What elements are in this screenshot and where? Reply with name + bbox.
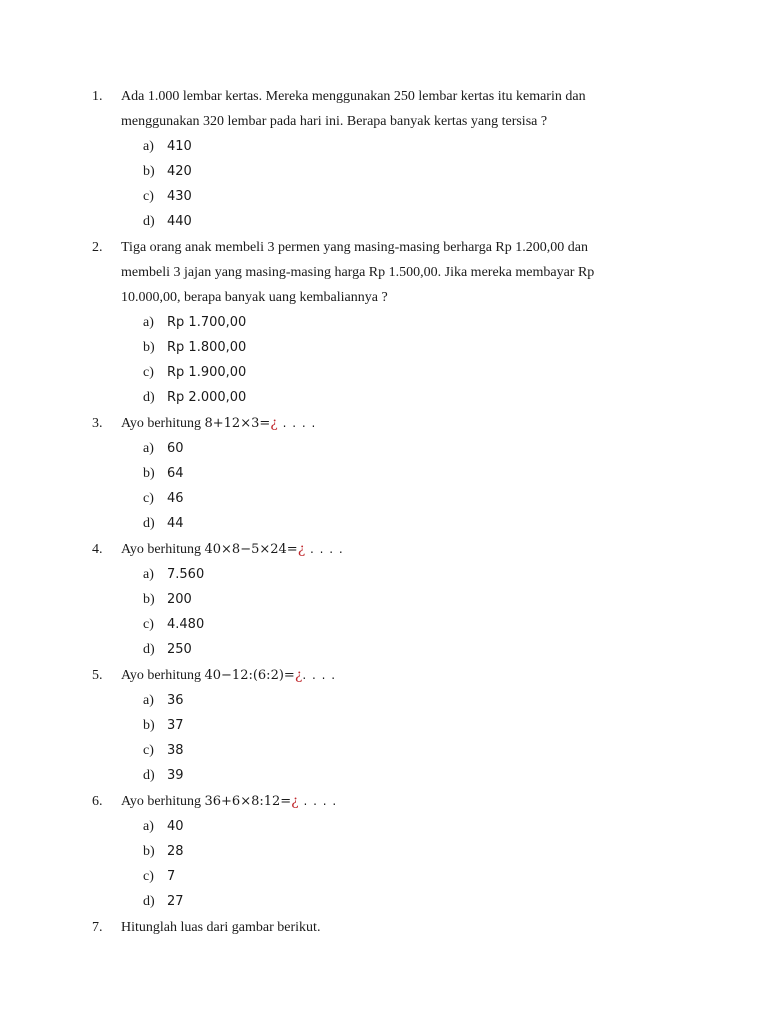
answer-mark: ¿ bbox=[297, 541, 306, 557]
option-letter: a) bbox=[143, 139, 154, 154]
option-letter: b) bbox=[143, 164, 155, 179]
question-text-line bbox=[121, 411, 674, 436]
math-expression: 40−12:(6:2)= bbox=[204, 668, 295, 683]
option-value: 420 bbox=[167, 164, 192, 179]
question-text-line: Ada 1.000 lembar kertas. Mereka menggunakan 250 lembar kertas itu kemarin dan bbox=[121, 89, 586, 104]
question-prefix: Ayo berhitung bbox=[121, 668, 205, 683]
question-prefix: Ayo berhitung bbox=[121, 416, 205, 431]
answer-mark: ¿ bbox=[294, 667, 303, 683]
answer-blank: . . . . bbox=[302, 668, 337, 682]
option-item bbox=[0, 511, 400, 536]
option-value: 38 bbox=[167, 743, 184, 758]
option-item bbox=[0, 461, 400, 486]
option-value: Rp 1.700,00 bbox=[167, 315, 247, 330]
option-value: 46 bbox=[167, 491, 184, 506]
option-item bbox=[0, 360, 400, 385]
option-letter: c) bbox=[143, 189, 154, 204]
question-text-line: Tiga orang anak membeli 3 permen yang masing-masing berharga Rp 1.200,00 dan bbox=[121, 240, 588, 255]
option-letter: a) bbox=[143, 441, 154, 456]
option-value: 60 bbox=[167, 441, 184, 456]
question-number: 1. bbox=[92, 89, 103, 104]
option-item bbox=[0, 864, 400, 889]
option-value: 7 bbox=[167, 869, 176, 884]
question-prefix: Ayo berhitung bbox=[121, 794, 205, 809]
option-item bbox=[0, 713, 400, 738]
option-letter: a) bbox=[143, 819, 154, 834]
option-letter: a) bbox=[143, 567, 154, 582]
option-value: Rp 1.900,00 bbox=[167, 365, 247, 380]
question-text-line bbox=[121, 537, 674, 562]
option-letter: b) bbox=[143, 592, 155, 607]
option-letter: d) bbox=[143, 516, 155, 531]
option-item bbox=[0, 209, 400, 234]
option-letter: c) bbox=[143, 617, 154, 632]
option-letter: a) bbox=[143, 693, 154, 708]
option-item bbox=[0, 335, 400, 360]
option-value: 410 bbox=[167, 139, 192, 154]
option-item bbox=[0, 637, 400, 662]
option-letter: d) bbox=[143, 768, 155, 783]
option-item bbox=[0, 688, 400, 713]
question-text-line bbox=[121, 789, 674, 814]
option-value: Rp 2.000,00 bbox=[167, 390, 247, 405]
option-item bbox=[0, 486, 400, 511]
option-letter: d) bbox=[143, 390, 155, 405]
option-value: 39 bbox=[167, 768, 184, 783]
option-letter: b) bbox=[143, 340, 155, 355]
option-value: 40 bbox=[167, 819, 184, 834]
question-text-line: membeli 3 jajan yang masing-masing harga Rp 1.500,00. Jika mereka membayar Rp bbox=[121, 265, 595, 280]
option-item bbox=[0, 310, 400, 335]
option-value: 64 bbox=[167, 466, 184, 481]
option-item bbox=[0, 159, 400, 184]
option-letter: c) bbox=[143, 365, 154, 380]
option-value: 7.560 bbox=[167, 567, 205, 582]
answer-mark: ¿ bbox=[270, 415, 278, 431]
question-number: 2. bbox=[92, 240, 103, 255]
math-expression: 40×8−5×24= bbox=[204, 542, 298, 557]
answer-blank: . . . . bbox=[305, 542, 344, 556]
option-value: 4.480 bbox=[167, 617, 205, 632]
option-value: 200 bbox=[167, 592, 192, 607]
option-item bbox=[0, 184, 400, 209]
option-value: 28 bbox=[167, 844, 184, 859]
option-letter: d) bbox=[143, 214, 155, 229]
option-value: 37 bbox=[167, 718, 184, 733]
option-item bbox=[0, 612, 400, 637]
answer-mark: ¿ bbox=[291, 793, 299, 809]
math-expression: 36+6×8:12= bbox=[204, 794, 292, 809]
option-value: 430 bbox=[167, 189, 192, 204]
option-item bbox=[0, 562, 400, 587]
option-item bbox=[0, 385, 400, 410]
option-letter: b) bbox=[143, 466, 155, 481]
option-value: 440 bbox=[167, 214, 192, 229]
option-item bbox=[0, 436, 400, 461]
question-number: 3. bbox=[92, 416, 103, 431]
question-number: 7. bbox=[92, 920, 103, 935]
question-text-line: Hitunglah luas dari gambar berikut. bbox=[121, 920, 321, 935]
option-letter: c) bbox=[143, 869, 154, 884]
question-text-line bbox=[121, 663, 674, 688]
option-item bbox=[0, 814, 400, 839]
option-letter: b) bbox=[143, 844, 155, 859]
question-number: 5. bbox=[92, 668, 103, 683]
option-item bbox=[0, 839, 400, 864]
option-letter: c) bbox=[143, 491, 154, 506]
answer-blank: . . . . bbox=[277, 416, 317, 430]
option-item bbox=[0, 587, 400, 612]
option-item bbox=[0, 738, 400, 763]
question-prefix: Ayo berhitung bbox=[121, 542, 205, 557]
option-letter: b) bbox=[143, 718, 155, 733]
option-value: 250 bbox=[167, 642, 192, 657]
question-number: 6. bbox=[92, 794, 103, 809]
option-item bbox=[0, 889, 400, 914]
question-text-line: 10.000,00, berapa banyak uang kembaliannya ? bbox=[121, 290, 388, 305]
question-text-line: menggunakan 320 lembar pada hari ini. Berapa banyak kertas yang tersisa ? bbox=[121, 114, 548, 129]
option-letter: d) bbox=[143, 894, 155, 909]
question-number: 4. bbox=[92, 542, 103, 557]
option-letter: c) bbox=[143, 743, 154, 758]
option-letter: a) bbox=[143, 315, 154, 330]
answer-blank: . . . . bbox=[298, 794, 338, 808]
option-value: 27 bbox=[167, 894, 184, 909]
option-item bbox=[0, 134, 400, 159]
option-value: 44 bbox=[167, 516, 184, 531]
option-value: 36 bbox=[167, 693, 184, 708]
option-value: Rp 1.800,00 bbox=[167, 340, 247, 355]
math-expression: 8+12×3= bbox=[204, 416, 271, 431]
option-item bbox=[0, 763, 400, 788]
option-letter: d) bbox=[143, 642, 155, 657]
